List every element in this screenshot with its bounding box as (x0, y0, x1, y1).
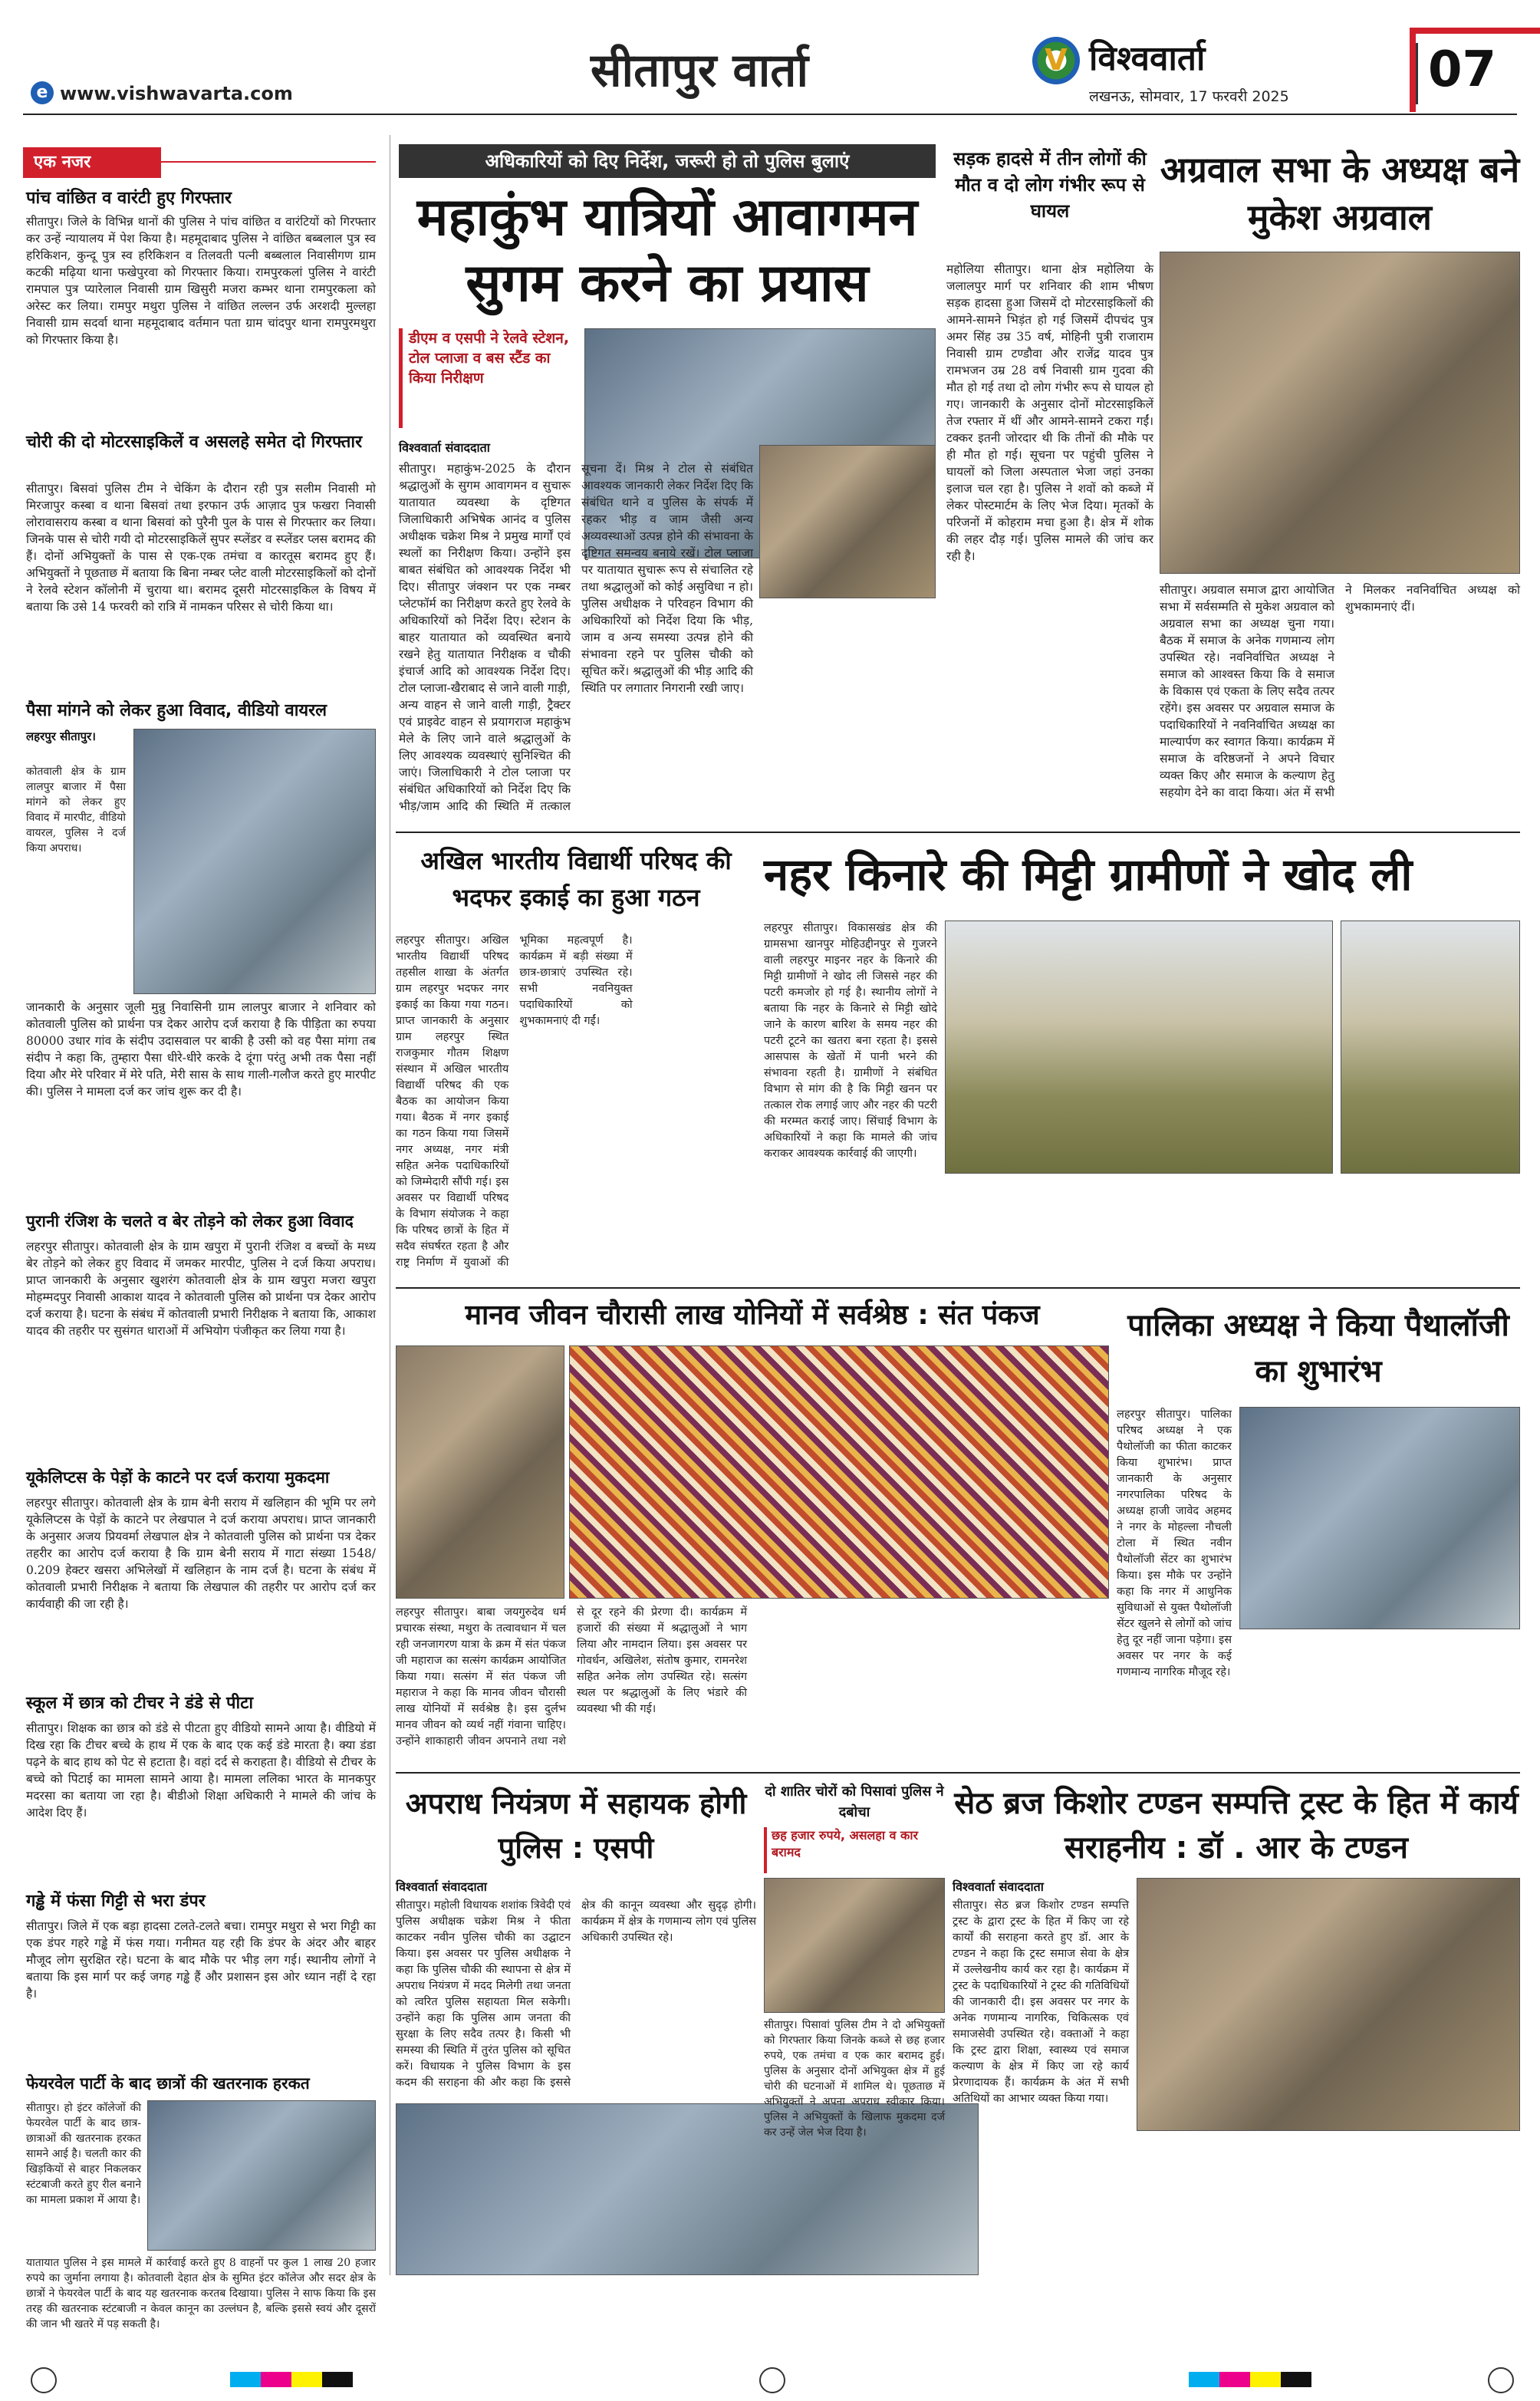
site-logo-icon: e (31, 81, 54, 104)
photo-sant (396, 1345, 564, 1599)
color-bar-black (1281, 2372, 1311, 2387)
brief-text: सीतापुर। बिसवां पुलिस टीम ने चेकिंग के दौरान रही पुत्र सलीम निवासी मो मिरजापुर कस्बा व थाना बिसवां तथा इरफान उर्फ आज़ाद पुत्र फखरा निवासी लोरावासराय कस्बा व थाना बिसवां को पुरैनी पुल के पास से गिरफ्तार कर लिया। जिनके पास से चोरी गयी दो मोटरसाइकिलें सुपर स्प्लेंडर व स्प्लेंडर प्लस बरामद की हैं। दोनों अभियुक्तों के पास से एक-एक तमंचा व कारतूस बरामद हुए हैं। अभियुक्तों ने पूछताछ में बताया कि बिना नम्बर प्लेट वाली मोटरसाइकिलों को दोनों ने रेलवे स्टेशन कॉलोनी में चुराया था। बरामद दूसरी मोटरसाइकिल के विषय में बताया कि उसे 14 फरवरी को रात्रि में नामकन परिसर से चोरी किया था। (26, 482, 376, 614)
brief-place: लहरपुर सीतापुर। (26, 730, 96, 743)
brief-headline: पैसा मांगने को लेकर हुआ विवाद, वीडियो वायरल (26, 701, 327, 720)
headline: अखिल भारतीय विद्यार्थी परिषद की भदफर इकाई का हुआ गठन (420, 846, 732, 912)
ek-nazar-column (18, 135, 383, 2330)
brief-headline: पांच वांछित व वारंटी हुए गिरफ्तार (26, 189, 232, 208)
story-text: सीतापुर। महाकुंभ-2025 के दौरान श्रद्धालुओं के सुगम आवागमन व सुचारू यातायात व्यवस्था के दृष्टिगत जिलाधिकारी अभिषेक आनंद व पुलिस अधीक्षक चक्रेश मिश्र ने प्रमुख मार्गों एवं स्थलों का निरीक्षण किया। उन्होंने इस बाबत संबंधित को आवश्यक निर्देश भी दिए। सीतापुर जंक्शन पर एक नम्बर प्लेटफॉर्म का निरीक्षण करते हुए रेलवे के अधिकारियों को निर्देश दिए। स्टेशन के बाहर यातायात को व्यवस्थित बनाये रखने हेतु यातायात निरीक्षक व चौकी इंचार्ज आदि को आवश्यक निर्देश दिए। टोल प्लाजा-खैराबाद से जाने वाली गाड़ी, अन्य वाहन से जाने वाली गाड़ी, ट्रैक्टर एवं प्राइवेट वाहन से प्रयागराज महाकुंभ मेले के लिए जाने वाले श्रद्धालुओं के लिए आवश्यक व्यवस्थाएं सुनिश्चित की जाएं। जिलाधिकारी ने टोल प्लाजा पर संबंधित अधिकारियों को निर्देश दिए कि भीड़/जाम आदि की स्थिति में तत्काल सूचना दें। मिश्र ने टोल से संबंधित आवश्यक जानकारी लेकर निर्देश दिए कि संबंधित थाने व पुलिस के संपर्क में रहकर भीड़ व जाम जैसी अन्य अव्यवस्थाओं उत्पन्न होने की संभावना के दृष्टिगत समन्वय बनाये रखें। टोल प्लाजा पर यातायात सुचारू रूप से संचालित रहे तथा श्रद्धालुओं को कोई असुविधा न हो। पुलिस अधीक्षक ने परिवहन विभाग की अधिकारियों को निर्देश दिया कि भीड़, जाम व अन्य समस्या उत्पन्न होने की संभावना रहने पर पुलिस चौकी को सूचित करें। श्रद्धालुओं की भीड़ आदि की स्थिति पर लगातार निगरानी रखी जाए। (399, 462, 753, 813)
story-text: महोलिया सीतापुर। थाना क्षेत्र महोलिया के जलालपुर मार्ग पर शनिवार की शाम भीषण सड़क हादसा हुआ जिसमें दो मोटरसाइकिलों की आमने-सामने भिड़ंत हो गई जिसमें दीपचंद पुत्र अमर सिंह उम्र 35 वर्ष, मोहिनी पुत्री राजाराम निवासी ग्राम टण्डौवा और राजेंद्र यादव पुत्र रामभजन उम्र 28 वर्ष निवासी ग्राम गुदवा की मौत हो गई तथा दो लोग गंभीर रूप से घायल हो गए। जानकारी के अनुसार दोनों मोटरसाइकिलें तेज रफ्तार में थीं और आमने-सामने टकरा गईं। टक्कर इतनी जोरदार थी कि तीनों की मौके पर ही मौत हो गई। सूचना पर पहुंची पुलिस ने घायलों को जिला अस्पताल भेजा जहां उनका इलाज चल रहा है। पुलिस ने शवों को कब्जे में लेकर पोस्टमार्टम के लिए भेज दिया। मृतकों के परिजनों में कोहराम मचा हुआ है। क्षेत्र में शोक की लहर दौड़ गई। पुलिस मामले की जांच कर रही है। (946, 262, 1153, 563)
brief-headline: स्कूल में छात्र को टीचर ने डंडे से पीटा (26, 1694, 254, 1713)
brief-headline: फेयरवेल पार्टी के बाद छात्रों की खतरनाक हरकत (26, 2074, 310, 2093)
color-bar-magenta (261, 2372, 291, 2387)
masthead (0, 0, 1540, 153)
registration-mark-icon (1488, 2367, 1514, 2393)
brief-caption: कोतवाली क्षेत्र के ग्राम लालपुर बाजार में पैसा मांगने को लेकर हुए विवाद में मारपीट, वीडियो वायरल, पुलिस ने दर्ज किया अपराध। (26, 766, 126, 855)
color-bar-black (322, 2372, 353, 2387)
brief-text: सीतापुर। शिक्षक का छात्र को डंडे से पीटता हुए वीडियो सामने आया है। वीडियो में दिख रहा कि टीचर बच्चे के हाथ में एक के बाद एक कई डंडे मारता है। क्या डंडा पढ़ने के बाद हाथ को पेट से हटाता है। वहां दर्द से कराहता है। वीडियो से टीचर के बच्चे को पिटाई का मामला सामने आया है। मामला ललिका भारत के मानकपुर मदरसा का बताया जा रहा है। बीडीओ शिक्षा अधिकारी ने मामले की जांच के आदेश दिए हैं। (26, 1721, 376, 1820)
brief-caption: सीतापुर। हो इंटर कॉलेजों की फेयरवेल पार्टी के बाद छात्र-छात्राओं की खतरनाक हरकत सामने आई है। चलती कार की खिड़कियों से बाहर निकलकर स्टंटबाजी करते हुए रील बनाने का मामला प्रकाश में आया है। (26, 2102, 141, 2206)
brief-text: यातायात पुलिस ने इस मामले में कार्रवाई करते हुए 8 वाहनों पर कुल 1 लाख 20 हजार रुपये का जुर्माना लगाया है। कोतवाली देहात क्षेत्र के सुमित इंटर कॉलेज और सदर क्षेत्र के छात्रों ने फेयरवेल पार्टी के बाद यह खतरनाक करतब दिखाया। पुलिस ने साफ किया कि इस तरह की खतरनाक स्टंटबाजी न केवल कानून का उल्लंघन है, बल्कि इससे स्वयं और दूसरों की जान भी खतरे में पड़ सकती है। (26, 2257, 376, 2330)
headline: पालिका अध्यक्ष ने किया पैथालॉजी का शुभारंभ (1127, 1308, 1509, 1389)
color-bar-yellow (291, 2372, 322, 2387)
story-text: सीतापुर। पिसावां पुलिस टीम ने दो अभियुक्तों को गिरफ्तार किया जिनके कब्जे से छह हजार रुपये, एक तमंचा व एक कार बरामद हुई। पुलिस के अनुसार दोनों अभियुक्त क्षेत्र में हुई चोरी की घटनाओं में शामिल थे। पूछताछ में अभियुक्तों ने अपना अपराध स्वीकार किया। पुलिस ने अभियुक्तों के खिलाफ मुकदमा दर्ज कर उन्हें जेल भेज दिया है। (764, 2019, 945, 2139)
byline: विश्ववार्ता संवाददाता (953, 1879, 1044, 1894)
story-text: लहरपुर सीतापुर। बाबा जयगुरुदेव धर्म प्रचारक संस्था, मथुरा के तत्वावधान में चल रही जनजागरण यात्रा के क्रम में संत पंकज जी महाराज का सत्संग कार्यक्रम आयोजित किया गया। सत्संग में संत पंकज जी महाराज ने कहा कि मानव जीवन चौरासी लाख योनियों में सर्वश्रेष्ठ है। इस दुर्लभ मानव जीवन को व्यर्थ नहीं गंवाना चाहिए। उन्होंने शाकाहारी जीवन अपनाने तथा नशे से दूर रहने की प्रेरणा दी। कार्यक्रम में हजारों की संख्या में श्रद्धालुओं ने भाग लिया और नामदान लिया। इस अवसर पर गोवर्धन, अखिलेश, संतोष कुमार, रामनरेश सहित अनेक लोग उपस्थित रहे। सत्संग स्थल पर श्रद्धालुओं के लिए भंडारे की व्यवस्था भी की गई। (396, 1606, 747, 1747)
brief-text: लहरपुर सीतापुर। कोतवाली क्षेत्र के ग्राम बेनी सराय में खलिहान की भूमि पर लगे यूकेलिप्टस के पेड़ों के काटने पर लेखपाल ने दर्ज कराया अपराध। प्राप्त जानकारी के अनुसार अजय प्रियवर्मा लेखपाल क्षेत्र ने कोतवाली पुलिस को प्रार्थना पत्र देकर तहरीर का आरोप दर्ज कराया है कि ग्राम बेनी सराय में गाटा संख्या 1548/ 0.209 हेक्टर खसरा अभिलेखों में खलिहान के नाम दर्ज है। घटना के संबंध में कोतवाली प्रभारी निरीक्षक ने बताया कि लेखपाल की तहरीर पर आरोप दर्ज कर कार्यवाही की जा रही है। (26, 1496, 376, 1611)
story-text: लहरपुर सीतापुर। अखिल भारतीय विद्यार्थी परिषद तहसील शाखा के अंतर्गत ग्राम लहरपुर भदफर नगर इकाई का किया गया गठन। प्राप्त जानकारी के अनुसार ग्राम लहरपुर स्थित राजकुमार गौतम शिक्षण संस्थान में अखिल भारतीय विद्यार्थी परिषद की एक बैठक का आयोजन किया गया। बैठक में नगर इकाई का गठन किया गया जिसमें नगर अध्यक्ष, नगर मंत्री सहित अनेक पदाधिकारियों को जिम्मेदारी सौंपी गई। इस अवसर पर विद्यार्थी परिषद के विभाग संयोजक ने कहा कि परिषद छात्रों के हित में सदैव संघर्षरत रहता है और राष्ट्र निर्माण में युवाओं की भूमिका महत्वपूर्ण है। कार्यक्रम में बड़ी संख्या में छात्र-छात्राएं उपस्थित रहे। सभी नवनियुक्त पदाधिकारियों को शुभकामनाएं दी गईं। (396, 934, 633, 1269)
story-pathology (1117, 1292, 1520, 1767)
red-corner-bar-vertical (1410, 28, 1416, 112)
story-text: सीतापुर। सेठ ब्रज किशोर टण्डन सम्पत्ति ट्रस्ट के द्वारा ट्रस्ट के हित में किए जा रहे कार्यों की सराहना करते हुए डॉ. आर के टण्डन ने कहा कि ट्रस्ट समाज सेवा के क्षेत्र में उल्लेखनीय कार्य कर रहा है। कार्यक्रम में ट्रस्ट के पदाधिकारियों ने ट्रस्ट की गतिविधियों की जानकारी दी। इस अवसर पर नगर के अनेक गणमान्य नागरिक, चिकित्सक एवं समाजसेवी उपस्थित रहे। वक्ताओं ने कहा कि ट्रस्ट द्वारा शिक्षा, स्वास्थ्य एवं समाज कल्याण के क्षेत्र में किए जा रहे कार्य प्रेरणादायक हैं। कार्यक्रम के अंत में सभी अतिथियों का आभार व्यक्त किया गया। (953, 1899, 1129, 2105)
brief-text: सीतापुर। जिले में एक बड़ा हादसा टलते-टलते बचा। रामपुर मथुरा से भरा गिट्टी का एक डंपर गहरे गड्ढे में फंस गया। गनीमत यह रही कि डंपर के अंदर और बाहर मौजूद लोग सुरक्षित रहे। घटना के बाद मौके पर भीड़ लग गई। स्थानीय लोगों ने बताया कि इस मार्ग पर कई जगह गड्ढे हैं और प्रशासन इस ओर ध्यान नहीं दे रहा है। (26, 1919, 376, 2001)
highlight-box: डीएम व एसपी ने रेलवे स्टेशन, टोल प्लाजा व बस स्टैंड का किया निरीक्षण (399, 328, 577, 428)
footer-strip (0, 2363, 1540, 2401)
headline: महाकुंभ यात्रियों आवागमन सुगम करने का प्रयास (416, 186, 918, 314)
photo-canal (945, 921, 1333, 1174)
highlight-box: छह हजार रुपये, असलहा व कार बरामद (764, 1827, 945, 1873)
kicker-banner: अधिकारियों को दिए निर्देश, जरूरी हो तो पुलिस बुलाएं (399, 144, 936, 178)
headline: नहर किनारे की मिट्टी ग्रामीणों ने खोद ली (764, 848, 1413, 901)
headline: मानव जीवन चौरासी लाख योनियों में सर्वश्रेष्ठ : संत पंकज (465, 1299, 1040, 1331)
story-text: लहरपुर सीतापुर। विकासखंड क्षेत्र की ग्रामसभा खानपुर मोहिउद्दीनपुर से गुजरने वाली लहरपुर माइनर नहर के किनारे की मिट्टी ग्रामीणों ने खोद ली जिससे नहर की पटरी कमजोर हो गई है। स्थानीय लोगों ने बताया कि नहर के किनारे से मिट्टी खोदे जाने के कारण बारिश के समय नहर की पटरी टूटने का खतरा बना रहता है। इससे आसपास के खेतों में पानी भरने की संभावना रहती है। ग्रामीणों ने संबंधित विभाग से मांग की है कि मिट्टी खनन पर तत्काल रोक लगाई जाए और नहर की पटरी की मरम्मत कराई जाए। सिंचाई विभाग के अधिकारियों ने कहा कि मामले की जांच कराकर आवश्यक कार्रवाई की जाएगी। (764, 922, 937, 1160)
dateline: लखनऊ, सोमवार, 17 फरवरी 2025 (1089, 88, 1289, 105)
headline: अपराध नियंत्रण में सहायक होगी पुलिस : एसपी (405, 1787, 747, 1865)
photo-agrawal-sabha (1160, 252, 1520, 574)
story-accident (946, 138, 1153, 828)
ek-nazar-label: एक नजर (23, 147, 161, 178)
brief-headline: पुरानी रंजिश के चलते व बेर तोड़ने को लेकर हुआ विवाद (26, 1212, 354, 1230)
section-rule (396, 1772, 1520, 1774)
headline: सड़क हादसे में तीन लोगों की मौत व दो लोग गंभीर रूप से घायल (953, 148, 1147, 222)
color-bar-cyan (230, 2372, 261, 2387)
section-title: सीतापुर वार्ता (591, 44, 808, 97)
red-corner-bar (1410, 28, 1540, 34)
byline: विश्ववार्ता संवाददाता (399, 440, 490, 455)
masthead-rule (23, 114, 1517, 115)
website-link[interactable]: www.vishwavarta.com (60, 83, 293, 104)
byline: विश्ववार्ता संवाददाता (396, 1879, 487, 1894)
paper-logo-v: V (1045, 43, 1068, 77)
story-mahakumbh (396, 138, 940, 828)
paper-name: विश्ववार्ता (1089, 39, 1206, 78)
section-rule (396, 832, 1520, 833)
photo-police-chowki (396, 2103, 979, 2275)
story-trust (953, 1777, 1520, 2275)
section-rule (396, 1287, 1520, 1289)
story-thieves (764, 1777, 945, 2139)
brief-photo-dispute (133, 729, 376, 994)
registration-mark-icon (31, 2367, 57, 2393)
brief-text: लहरपुर सीतापुर। कोतवाली क्षेत्र के ग्राम खपुरा में पुरानी रंजिश व बच्चों के मध्य बेर तोड़ने को लेकर हुए विवाद में जमकर मारपीट, पुलिस ने दर्ज किया अपराध। प्राप्त जानकारी के अनुसार खुशरंग कोतवाली क्षेत्र के ग्राम खपुरा मजरा खपुरा मोहम्मदपुर निवासी आकाश यादव ने कोतवाली पुलिस को प्रार्थना पत्र देकर आरोप दर्ज कराया है। घटना के संबंध में कोतवाली प्रभारी निरीक्षक ने बताया कि, आकाश यादव की तहरीर पर सुसंगत धाराओं में अभियोग पंजीकृत कर लिया गया है। (26, 1240, 376, 1338)
photo-thieves (764, 1878, 945, 2013)
brief-headline: चोरी की दो मोटरसाइकिलें व असलहे समेत दो गिरफ्तार (26, 433, 363, 452)
story-canal (764, 838, 1520, 1283)
color-bar-magenta (1219, 2372, 1250, 2387)
photo-pathology (1239, 1407, 1520, 1629)
brief-headline: यूकेलिप्टस के पेड़ों के काटने पर दर्ज कराया मुकदमा (26, 1468, 330, 1487)
brief-headline: गड्ढे में फंसा गिट्टी से भरा डंपर (26, 1892, 206, 1911)
story-abvp (396, 838, 756, 1283)
story-sant (396, 1292, 1109, 1767)
page-number: 07 (1428, 41, 1497, 98)
brief-text: सीतापुर। जिले के विभिन्न थानों की पुलिस ने पांच वांछित व वारंटियों को गिरफ्तार कर उन्हें न्यायालय में पेश किया है। महमूदाबाद पुलिस ने वांछित बब्बलाल पुत्र स्व हरिकिशन, कुन्दू पुत्र स्व हरिकिशन व तिलवती पत्नी बब्बलाल निवासीगण ग्राम कटकी मढ़िया थाना फखेपुरवा को गिरफ्तार किया। रामपुरकलां पुलिस ने वारंटी रामपाल पुत्र प्यारेलाल निवासी ग्राम खिसुरी मजरा कम्भर थाना रामपुरकला को अरेस्ट कर लिया। रामपुर मथुरा पुलिस ने वांछित लल्लन उर्फ अरशदी मुल्लहा निवासी ग्राम सदर्वा थाना महमूदाबाद वर्तमान पता ग्राम चांदपुर थाना रामपुरमथुरा को गिरफ्तार किया है। (26, 215, 376, 347)
photo-canal-2 (1341, 921, 1520, 1174)
photo-crowd (569, 1345, 1109, 1599)
story-text: लहरपुर सीतापुर। पालिका परिषद अध्यक्ष ने एक पैथोलॉजी का फीता काटकर किया शुभारंभ। प्राप्त जानकारी के अनुसार नगरपालिका परिषद के अध्यक्ष हाजी जावेद अहमद ने नगर के मोहल्ला नौचली टोला में स्थित नवीन पैथोलॉजी सेंटर का शुभारंभ किया। इस मौके पर उन्होंने कहा कि नगर में आधुनिक सुविधाओं से युक्त पैथोलॉजी सेंटर खुलने से लोगों को जांच हेतु दूर नहीं जाना पड़ेगा। इस अवसर पर नगर के कई गणमान्य नागरिक मौजूद रहे। (1117, 1408, 1232, 1678)
story-text: सीतापुर। महोली विधायक शशांक त्रिवेदी एवं पुलिस अधीक्षक चक्रेश मिश्र ने फीता काटकर नवीन पुलिस चौकी का उद्घाटन किया। इस अवसर पर पुलिस अधीक्षक ने कहा कि पुलिस चौकी की स्थापना से क्षेत्र में अपराध नियंत्रण में मदद मिलेगी तथा जनता को त्वरित पुलिस सहायता मिल सकेगी। उन्होंने कहा कि पुलिस आम जनता की सुरक्षा के लिए सदैव तत्पर है। किसी भी समस्या की स्थिति में तुरंत पुलिस को सूचित करें। विधायक ने पुलिस विभाग के इस कदम की सराहना की और कहा कि इससे क्षेत्र की कानून व्यवस्था और सुदृढ़ होगी। कार्यक्रम में क्षेत्र के गणमान्य लोग एवं पुलिस अधिकारी उपस्थित रहे। (396, 1899, 756, 2089)
ek-nazar-rule (161, 161, 376, 163)
brief-text: जानकारी के अनुसार जूली मुन्नु निवासिनी ग्राम लालपुर बाजार ने शनिवार को कोतवाली पुलिस को प्रार्थना पत्र देकर आरोप दर्ज कराया है कि पीड़िता का रुपया 80000 उधार गांव के संदीप उदासवाल पर बाकी है उसी को वह पैसा मांगा तब संदीप ने कहा कि, तुम्हारा पैसा धीरे-धीरे करके दे दूंगा परंतु अभी तक पैसा नहीं दिया और मेरे परिवार में मेरे पति, मेरी सास के साथ गाली-गलौज करते हुए मारपीट की। पुलिस ने मामला दर्ज कर जांच शुरू कर दी है। (26, 1000, 376, 1098)
page-divider (1416, 43, 1418, 104)
brief-photo-stunt (147, 2100, 376, 2251)
color-bar-yellow (1250, 2372, 1281, 2387)
color-bar-cyan (1189, 2372, 1219, 2387)
photo-trust (1137, 1878, 1520, 2131)
headline: अग्रवाल सभा के अध्यक्ष बने मुकेश अग्रवाल (1160, 149, 1520, 238)
headline: दो शातिर चोरों को पिसावां पुलिस ने दबोचा (765, 1783, 944, 1820)
story-agrawal (1160, 138, 1520, 828)
headline: सेठ ब्रज किशोर टण्डन सम्पत्ति ट्रस्ट के हित में कार्य सराहनीय : डॉ . आर के टण्डन (954, 1786, 1519, 1866)
registration-mark-icon (759, 2367, 785, 2393)
story-police (396, 1777, 756, 2275)
story-text: सीतापुर। अग्रवाल समाज द्वारा आयोजित सभा में सर्वसम्मति से मुकेश अग्रवाल को अग्रवाल सभा का अध्यक्ष चुना गया। बैठक में समाज के अनेक गणमान्य लोग उपस्थित रहे। नवनिर्वाचित अध्यक्ष ने समाज को आश्वस्त किया कि वे समाज के विकास एवं एकता के लिए सदैव तत्पर रहेंगे। इस अवसर पर अग्रवाल समाज के पदाधिकारियों ने नवनिर्वाचित अध्यक्ष का माल्यार्पण कर स्वागत किया। कार्यक्रम में समाज के वरिष्ठजनों ने अपने विचार व्यक्त किए और समाज के कल्याण हेतु सहयोग देने का वादा किया। अंत में सभी ने मिलकर नवनिर्वाचित अध्यक्ष को शुभकामनाएं दीं। (1160, 583, 1520, 799)
